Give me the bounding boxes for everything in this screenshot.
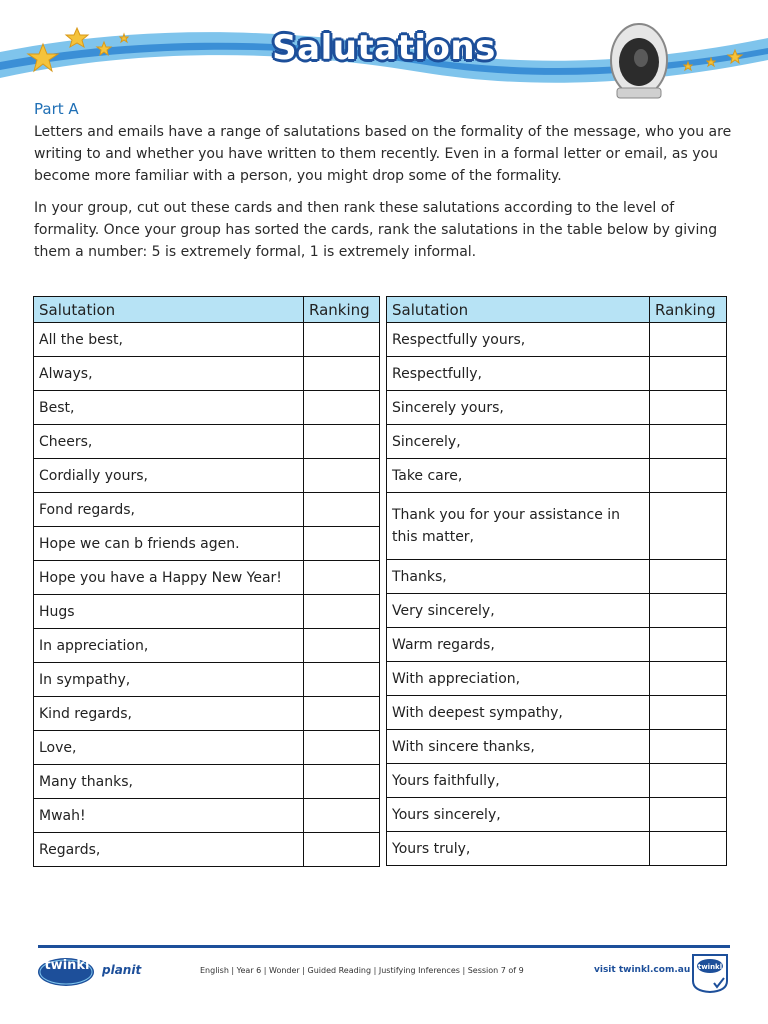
column-header-ranking: Ranking bbox=[650, 297, 727, 323]
table-row bbox=[34, 391, 380, 425]
salutation-cell: Always, bbox=[34, 357, 304, 391]
ranking-cell[interactable] bbox=[304, 391, 380, 425]
ranking-cell[interactable] bbox=[304, 799, 380, 833]
table-row bbox=[387, 459, 727, 493]
table-row bbox=[387, 662, 727, 696]
salutation-cell: Sincerely, bbox=[387, 425, 650, 459]
table-row bbox=[34, 459, 380, 493]
ranking-cell[interactable] bbox=[650, 696, 727, 730]
table-row bbox=[34, 697, 380, 731]
table-row bbox=[34, 425, 380, 459]
ranking-cell[interactable] bbox=[650, 459, 727, 493]
table-row bbox=[34, 595, 380, 629]
salutation-cell: Regards, bbox=[34, 833, 304, 867]
website-link[interactable]: visit twinkl.com.au bbox=[594, 965, 691, 975]
table-row bbox=[387, 493, 727, 560]
table-row bbox=[34, 629, 380, 663]
salutation-cell: Fond regards, bbox=[34, 493, 304, 527]
salutation-cell: Many thanks, bbox=[34, 765, 304, 799]
salutation-table-left bbox=[33, 296, 380, 867]
salutation-cell: With appreciation, bbox=[387, 662, 650, 696]
table-row bbox=[387, 425, 727, 459]
ranking-cell[interactable] bbox=[304, 663, 380, 697]
ranking-cell[interactable] bbox=[304, 323, 380, 357]
part-heading: Part A bbox=[34, 100, 79, 118]
table-row bbox=[387, 798, 727, 832]
salutation-cell: Yours faithfully, bbox=[387, 764, 650, 798]
table-row bbox=[387, 628, 727, 662]
ranking-cell[interactable] bbox=[304, 765, 380, 799]
salutation-cell: Best, bbox=[34, 391, 304, 425]
table-row bbox=[387, 730, 727, 764]
salutation-cell: Thanks, bbox=[387, 560, 650, 594]
table-row bbox=[387, 696, 727, 730]
ranking-cell[interactable] bbox=[650, 391, 727, 425]
ranking-cell[interactable] bbox=[304, 561, 380, 595]
table-row bbox=[34, 833, 380, 867]
table-row bbox=[34, 799, 380, 833]
salutation-cell: Hope we can b friends agen. bbox=[34, 527, 304, 561]
ranking-cell[interactable] bbox=[650, 493, 727, 560]
ranking-cell[interactable] bbox=[650, 560, 727, 594]
ranking-cell[interactable] bbox=[650, 764, 727, 798]
salutation-cell: All the best, bbox=[34, 323, 304, 357]
ranking-cell[interactable] bbox=[650, 425, 727, 459]
table-row bbox=[34, 323, 380, 357]
astronaut-helmet-icon bbox=[607, 20, 671, 100]
table-row bbox=[387, 391, 727, 425]
salutation-cell: Love, bbox=[34, 731, 304, 765]
salutation-cell: Warm regards, bbox=[387, 628, 650, 662]
ranking-cell[interactable] bbox=[304, 425, 380, 459]
table-row bbox=[34, 731, 380, 765]
salutation-cell: Kind regards, bbox=[34, 697, 304, 731]
page-title: Salutations bbox=[272, 28, 496, 68]
salutation-cell: Cheers, bbox=[34, 425, 304, 459]
ranking-cell[interactable] bbox=[650, 798, 727, 832]
salutation-cell: Respectfully yours, bbox=[387, 323, 650, 357]
table-row bbox=[34, 663, 380, 697]
intro-paragraph: Letters and emails have a range of salutations based on the formality of the message, who you are writing to and whether you have written to them recently. Even in a formal letter or email, as you become more familiar with a person, you might drop some of the formality. bbox=[34, 124, 732, 184]
column-header-ranking: Ranking bbox=[304, 297, 380, 323]
ranking-cell[interactable] bbox=[304, 493, 380, 527]
ranking-cell[interactable] bbox=[304, 731, 380, 765]
salutation-cell: Respectfully, bbox=[387, 357, 650, 391]
ranking-cell[interactable] bbox=[650, 594, 727, 628]
table-row bbox=[34, 357, 380, 391]
salutation-cell: Yours sincerely, bbox=[387, 798, 650, 832]
table-row bbox=[387, 764, 727, 798]
salutation-cell: With sincere thanks, bbox=[387, 730, 650, 764]
ranking-cell[interactable] bbox=[650, 323, 727, 357]
ranking-cell[interactable] bbox=[650, 832, 727, 866]
table-row bbox=[387, 357, 727, 391]
table-row bbox=[34, 493, 380, 527]
planit-label: planit bbox=[102, 963, 142, 977]
ranking-cell[interactable] bbox=[304, 595, 380, 629]
salutation-cell: In appreciation, bbox=[34, 629, 304, 663]
logo-text: twinkl bbox=[44, 958, 90, 973]
table-row bbox=[387, 594, 727, 628]
ranking-cell[interactable] bbox=[304, 357, 380, 391]
ranking-cell[interactable] bbox=[304, 527, 380, 561]
salutation-cell: Thank you for your assistance in this matter, bbox=[387, 493, 650, 560]
table-row bbox=[34, 765, 380, 799]
salutation-cell: Cordially yours, bbox=[34, 459, 304, 493]
salutation-table-right bbox=[386, 296, 727, 866]
ranking-cell[interactable] bbox=[650, 730, 727, 764]
table-row bbox=[387, 560, 727, 594]
salutation-cell: With deepest sympathy, bbox=[387, 696, 650, 730]
ranking-cell[interactable] bbox=[304, 629, 380, 663]
course-info: English | Year 6 | Wonder | Guided Reading | Justifying Inferences | Session 7 of 9 bbox=[200, 966, 524, 975]
salutation-cell: Hugs bbox=[34, 595, 304, 629]
quality-badge-icon bbox=[689, 953, 731, 993]
table-row bbox=[34, 527, 380, 561]
ranking-cell[interactable] bbox=[650, 662, 727, 696]
salutation-cell: Mwah! bbox=[34, 799, 304, 833]
footer-divider bbox=[38, 945, 730, 948]
badge-text: twinkl bbox=[697, 963, 723, 971]
ranking-cell[interactable] bbox=[650, 628, 727, 662]
column-header-salutation: Salutation bbox=[34, 297, 304, 323]
salutation-cell: Take care, bbox=[387, 459, 650, 493]
ranking-cell[interactable] bbox=[304, 833, 380, 867]
column-header-salutation: Salutation bbox=[387, 297, 650, 323]
salutation-cell: Yours truly, bbox=[387, 832, 650, 866]
table-row bbox=[387, 832, 727, 866]
ranking-cell[interactable] bbox=[304, 459, 380, 493]
salutation-cell: Hope you have a Happy New Year! bbox=[34, 561, 304, 595]
salutation-cell: Sincerely yours, bbox=[387, 391, 650, 425]
ranking-cell[interactable] bbox=[650, 357, 727, 391]
salutation-cell: In sympathy, bbox=[34, 663, 304, 697]
table-row bbox=[34, 561, 380, 595]
table-row bbox=[387, 323, 727, 357]
salutation-cell: Very sincerely, bbox=[387, 594, 650, 628]
instructions-paragraph: In your group, cut out these cards and then rank these salutations according to the level of formality. Once your group has sorted the cards, rank the salutations in the table below by giving them a number: 5 is extremely formal, 1 is extremely informal. bbox=[34, 200, 718, 260]
ranking-cell[interactable] bbox=[304, 697, 380, 731]
